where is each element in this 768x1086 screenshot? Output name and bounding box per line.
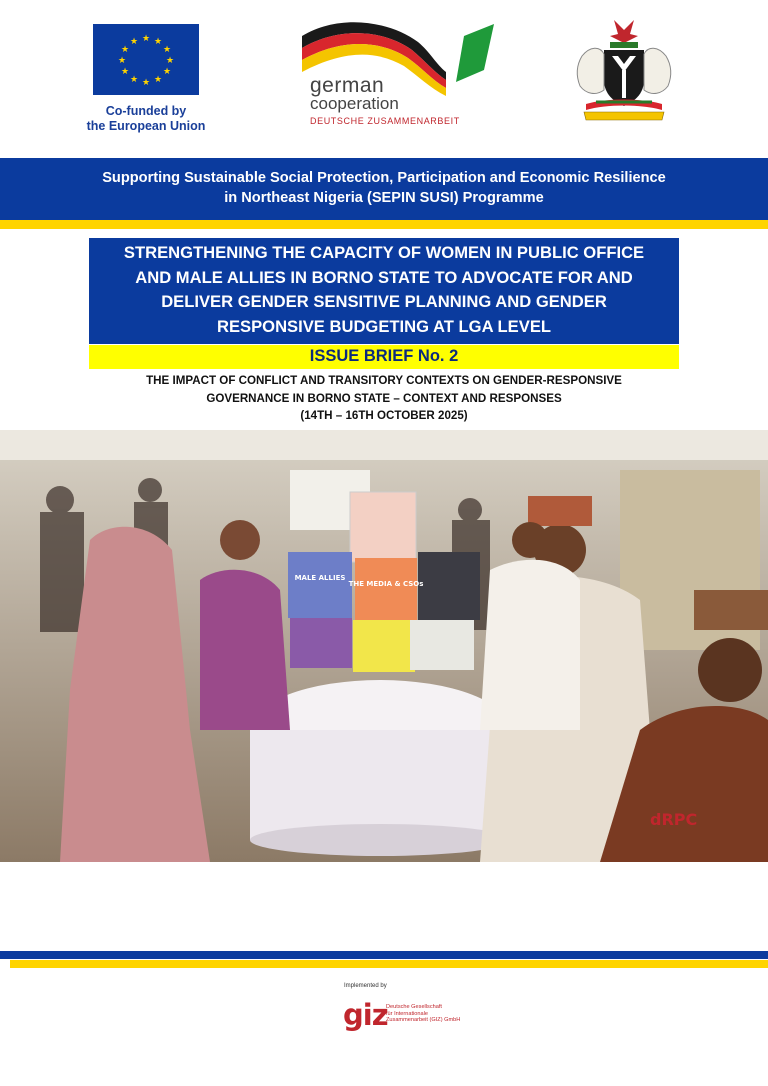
subtitle-line1: THE IMPACT OF CONFLICT AND TRANSITORY CONTEXTS ON GENDER-RESPONSIVE — [146, 374, 622, 387]
programme-stripe — [0, 220, 768, 229]
title-line2: AND MALE ALLIES IN BORNO STATE TO ADVOCATE FOR AND — [135, 267, 633, 287]
subtitle-line2: GOVERNANCE IN BORNO STATE – CONTEXT AND RESPONSES — [206, 391, 562, 405]
programme-title — [30, 168, 738, 208]
programme-title-line2: in Northeast Nigeria (SEPIN SUSI) Programme — [224, 190, 544, 206]
svg-text:★: ★ — [165, 56, 175, 66]
implemented-by-label: Implemented by — [344, 983, 387, 989]
box-label-male-allies: MALE ALLIES — [294, 574, 346, 582]
svg-text:★: ★ — [129, 75, 139, 85]
document-subtitle — [90, 372, 678, 425]
footer-blue-stripe — [0, 951, 768, 959]
svg-text:★: ★ — [120, 45, 130, 55]
svg-text:★: ★ — [153, 75, 163, 85]
svg-text:★: ★ — [120, 67, 130, 77]
giz-logo: giz — [343, 998, 388, 1032]
german-cooperation-line1: german — [310, 74, 385, 97]
svg-text:★: ★ — [141, 78, 151, 88]
svg-text:dRPC: dRPC — [650, 810, 698, 829]
german-cooperation-line3: DEUTSCHE ZUSAMMENARBEIT — [310, 116, 460, 126]
eu-flag-logo — [93, 24, 199, 95]
event-photo-illustration — [0, 430, 768, 862]
svg-text:★: ★ — [162, 67, 172, 77]
eu-caption — [70, 104, 222, 134]
title-line3: DELIVER GENDER SENSITIVE PLANNING AND GENDER — [161, 292, 607, 311]
title-line4: RESPONSIVE BUDGETING AT LGA LEVEL — [216, 316, 552, 336]
giz-text-line1: Deutsche Gesellschaft — [386, 1004, 442, 1010]
nigeria-coat-of-arms-logo — [566, 16, 682, 128]
subtitle-line3: (14TH – 16TH OCTOBER 2025) — [300, 409, 468, 422]
eu-caption-line1: Co-funded by — [105, 104, 187, 118]
event-photo — [0, 430, 768, 862]
svg-text:★: ★ — [153, 37, 163, 47]
german-cooperation-line2: cooperation — [310, 94, 399, 113]
document-title — [95, 241, 673, 339]
giz-text-line3: Zusammenarbeit (GIZ) GmbH — [386, 1017, 461, 1023]
programme-title-line1: Supporting Sustainable Social Protection, Participation and Economic Resilience — [102, 170, 666, 186]
eu-caption-line2: the European Union — [86, 119, 206, 133]
giz-full-name — [386, 1004, 466, 1024]
eu-stars-icon — [93, 24, 199, 95]
svg-text:★: ★ — [162, 45, 172, 55]
svg-text:★: ★ — [129, 37, 139, 47]
svg-text:★: ★ — [141, 34, 151, 44]
giz-text-line2: für Internationale — [386, 1010, 428, 1017]
title-line1: STRENGTHENING THE CAPACITY OF WOMEN IN PUBLIC OFFICE — [123, 243, 645, 262]
footer-yellow-stripe — [10, 960, 768, 968]
issue-brief-label: ISSUE BRIEF No. 2 — [309, 347, 459, 365]
box-label-media: THE MEDIA & CSOs — [348, 580, 424, 588]
svg-text:★: ★ — [117, 56, 127, 66]
